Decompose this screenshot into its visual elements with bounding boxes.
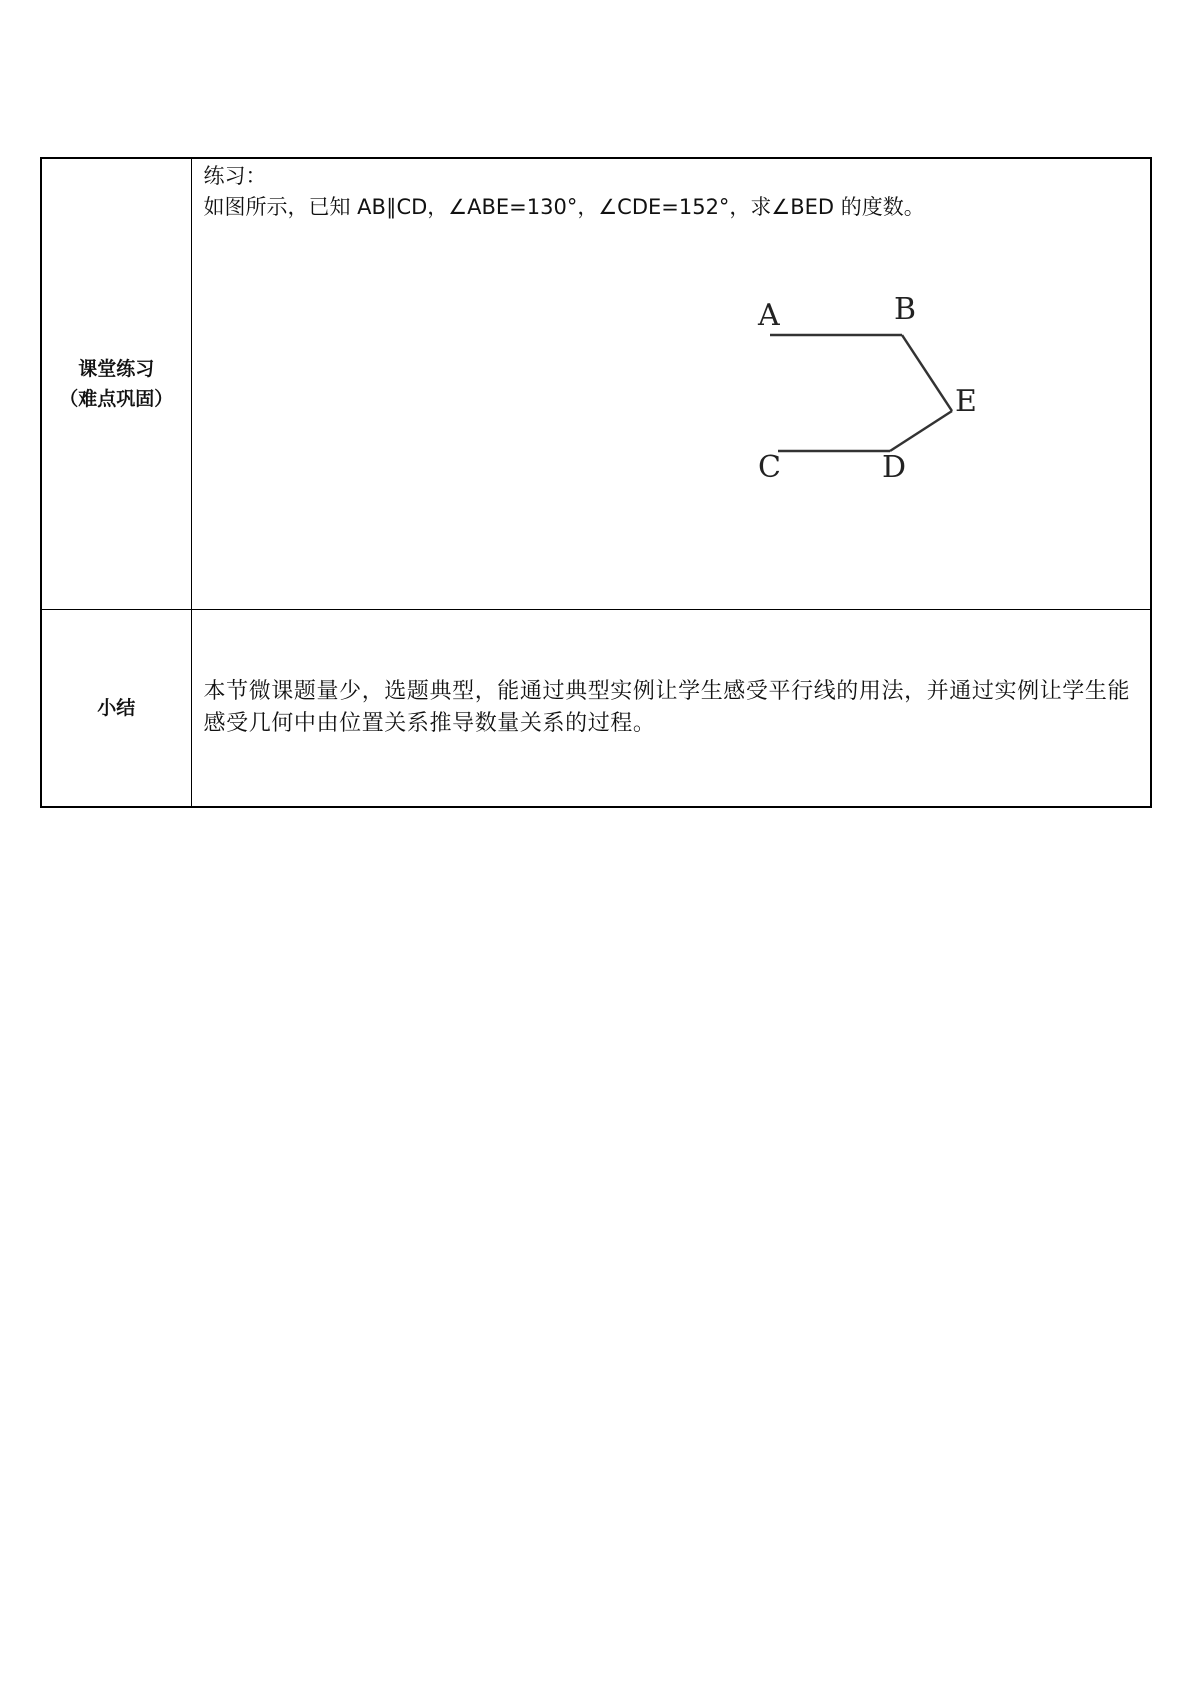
- point-label-a: A: [757, 298, 780, 333]
- summary-text: 本节微课题量少，选题典型，能通过典型实例让学生感受平行线的用法，并通过实例让学生能感受几何中由位置关系推导数量关系的过程。: [203, 678, 1131, 736]
- practice-sublabel: （难点巩固）: [59, 387, 174, 410]
- practice-question: 如图所示，已知 AB∥CD，∠ABE=130°，∠CDE=152°，求∠BED 的度数。: [203, 195, 925, 219]
- practice-label: 课堂练习: [78, 357, 155, 380]
- practice-heading: 练习：: [203, 164, 267, 188]
- point-label-d: D: [881, 450, 906, 485]
- summary-label-cell: [41, 609, 191, 807]
- practice-label-cell: [41, 158, 191, 609]
- summary-label: 小结: [97, 696, 136, 719]
- summary-content-cell: [191, 609, 1151, 807]
- point-label-c: C: [757, 450, 781, 485]
- geometry-figure: [748, 279, 1008, 489]
- practice-row: [41, 158, 1151, 609]
- practice-content-cell: [191, 158, 1151, 609]
- lesson-plan-table: [40, 157, 1152, 808]
- summary-row: [41, 609, 1151, 807]
- practice-text: [204, 161, 925, 223]
- point-label-e: E: [954, 384, 977, 419]
- segment-ed: [890, 411, 952, 451]
- point-label-b: B: [893, 292, 916, 327]
- segment-be: [902, 335, 952, 411]
